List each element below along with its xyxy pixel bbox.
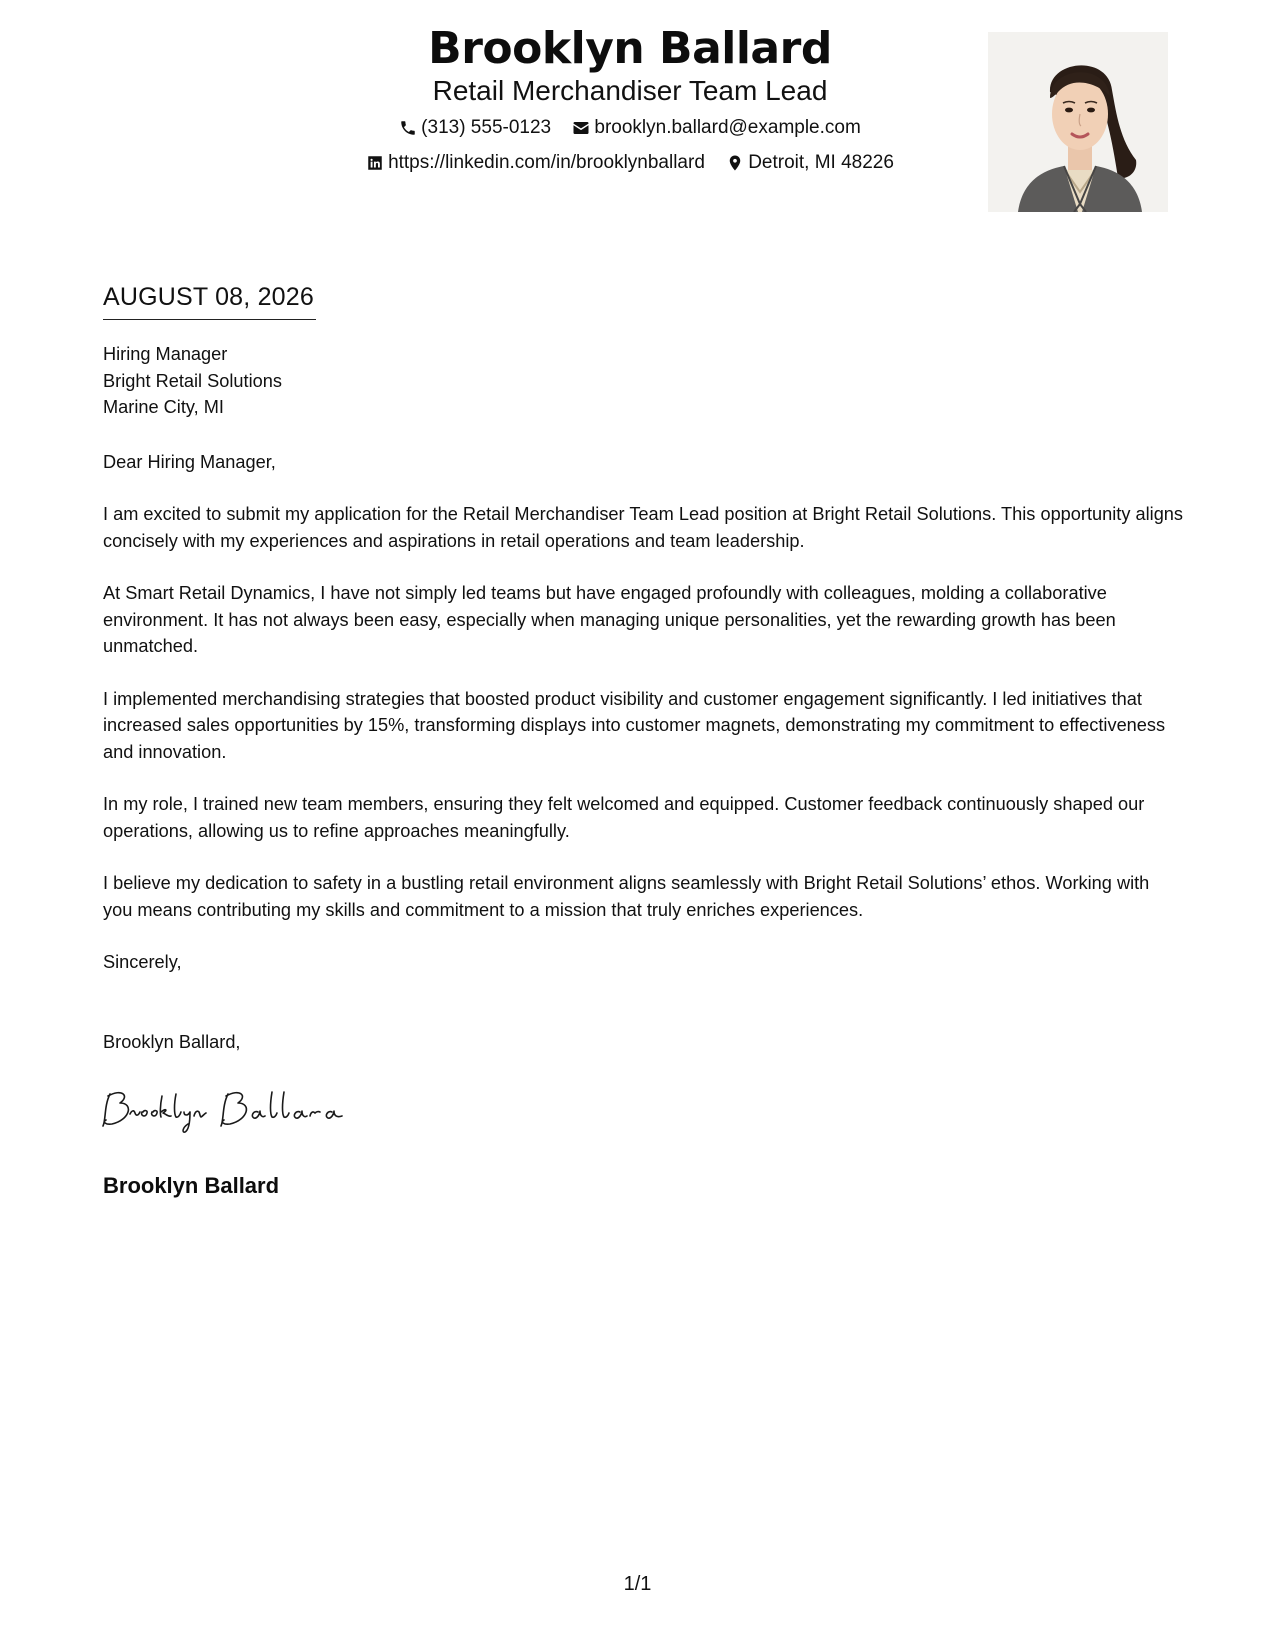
body-paragraph: At Smart Retail Dynamics, I have not simply led teams but have engaged profoundly with colleagues, molding a collaborative environment. It has not always been easy, especially when managing unique personalities, yet the rewarding growth has been unmatched. [103, 583, 1116, 656]
letter-date: AUGUST 08, 2026 [103, 280, 316, 320]
contact-location [726, 151, 894, 175]
linkedin-text: https://linkedin.com/in/brooklynballard [388, 152, 705, 173]
closing: Sincerely, [103, 952, 182, 972]
contact-row-1 [330, 116, 930, 144]
page-number: 1/1 [623, 1573, 652, 1595]
phone-text: (313) 555-0123 [421, 117, 552, 138]
contact-row-2 [330, 151, 930, 179]
recipient-block [103, 341, 1183, 421]
phone-icon [399, 119, 417, 137]
body-paragraph: In my role, I trained new team members, ensuring they felt welcomed and equipped. Customer feedback continuously shaped our operations, allowing us to refine approaches meaningfully. [103, 794, 1145, 841]
handwritten-signature [100, 1086, 370, 1138]
letter-header [330, 22, 930, 179]
applicant-name: Brooklyn Ballard [428, 23, 832, 74]
recipient-line: Bright Retail Solutions [103, 370, 282, 391]
applicant-job-title: Retail Merchandiser Team Lead [432, 75, 828, 106]
letter-date-block [103, 280, 316, 320]
recipient-line: Marine City, MI [103, 397, 224, 417]
location-text: Detroit, MI 48226 [748, 152, 894, 173]
signer-name: Brooklyn Ballard [103, 1173, 280, 1198]
profile-photo [988, 32, 1168, 212]
contact-linkedin [366, 151, 705, 175]
envelope-icon [572, 119, 590, 137]
recipient-line: Hiring Manager [103, 344, 228, 364]
signer-line: Brooklyn Ballard, [103, 1031, 241, 1052]
contact-phone [399, 116, 551, 140]
letter-body [103, 341, 1183, 1055]
body-paragraph: I believe my dedication to safety in a bustling retail environment aligns seamlessly with Bright Retail Solutions’ ethos. Working with you means contributing my skills and commitment to a mission that truly enriches experiences. [103, 873, 1150, 920]
map-pin-icon [726, 154, 744, 172]
contact-email [572, 116, 860, 140]
email-text: brooklyn.ballard@example.com [594, 117, 861, 138]
portrait-illustration [988, 32, 1168, 212]
linkedin-icon [366, 154, 384, 172]
body-paragraph: I am excited to submit my application for the Retail Merchandiser Team Lead position at Bright Retail Solutions. This opportunity aligns concisely with my experiences and aspirations in retail operations and team leadership. [103, 504, 1184, 551]
body-paragraph: I implemented merchandising strategies that boosted product visibility and customer engagement significantly. I led initiatives that increased sales opportunities by 15%, transforming displays into customer magnets, demonstrating my commitment to effectiveness and innovation. [103, 688, 1166, 762]
signature-graphic [100, 1086, 370, 1138]
salutation: Dear Hiring Manager, [103, 451, 276, 472]
